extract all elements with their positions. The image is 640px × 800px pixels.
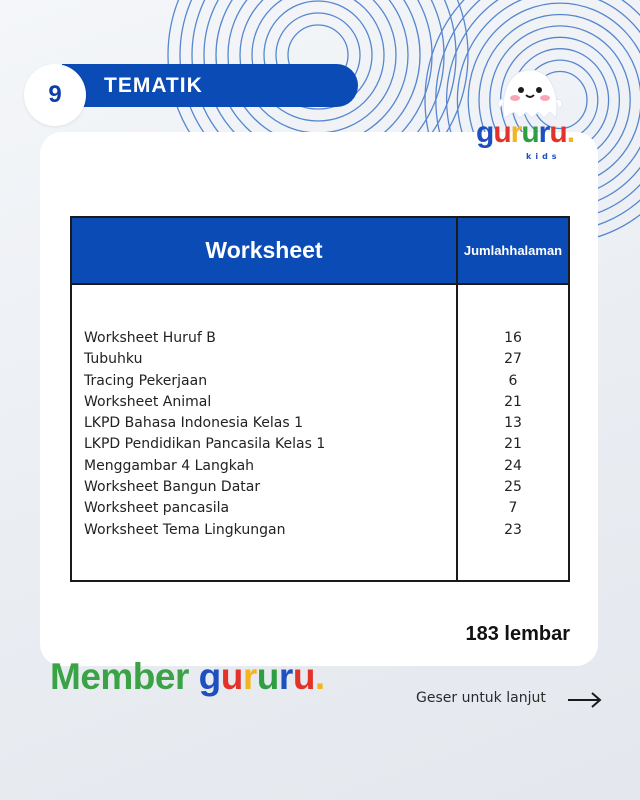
page-count: 21 (504, 393, 522, 410)
page-count: 6 (508, 372, 518, 389)
member-gururu-banner: Member gururu. (50, 656, 325, 697)
worksheet-name: Tracing Pekerjaan (84, 372, 208, 389)
page-count-column (456, 285, 568, 582)
page-count: 13 (504, 415, 522, 432)
gururu-kids-logo (470, 58, 590, 168)
page-count: 27 (504, 351, 522, 368)
worksheet-table (70, 216, 570, 582)
table-body (72, 285, 568, 582)
worksheet-name: LKPD Pendidikan Pancasila Kelas 1 (84, 436, 326, 453)
worksheet-name: Worksheet Huruf B (84, 330, 216, 346)
section-title: TEMATIK (104, 73, 203, 97)
page-count: 21 (504, 436, 522, 453)
worksheet-name: Worksheet Animal (84, 393, 212, 410)
page-count: 23 (504, 521, 522, 538)
worksheet-name-column (72, 285, 456, 582)
table-header (72, 218, 568, 285)
logo-wordmark: gururu. (476, 116, 575, 149)
page-count: 16 (504, 330, 522, 346)
logo-subtitle: kids (526, 152, 561, 161)
worksheet-name: LKPD Bahasa Indonesia Kelas 1 (84, 415, 303, 432)
total-pages: 183 lembar (465, 623, 570, 645)
worksheet-name: Worksheet Bangun Datar (84, 479, 261, 496)
section-number-badge (24, 64, 86, 126)
section-title-bar (62, 64, 358, 107)
swipe-hint: Geser untuk lanjut (416, 690, 546, 706)
section-number: 9 (48, 81, 62, 108)
arrow-right-icon[interactable] (566, 690, 604, 710)
worksheet-name: Worksheet Tema Lingkungan (84, 521, 286, 538)
page-count: 25 (504, 479, 522, 496)
page-count: 7 (508, 500, 518, 517)
column-header-worksheet: Worksheet (205, 237, 323, 263)
worksheet-name: Menggambar 4 Langkah (84, 457, 255, 474)
worksheet-name: Tubuhku (84, 351, 143, 368)
page-count: 24 (504, 457, 522, 474)
column-header-pages: Jumlah halaman (456, 218, 568, 283)
worksheet-name: Worksheet pancasila (84, 500, 230, 517)
